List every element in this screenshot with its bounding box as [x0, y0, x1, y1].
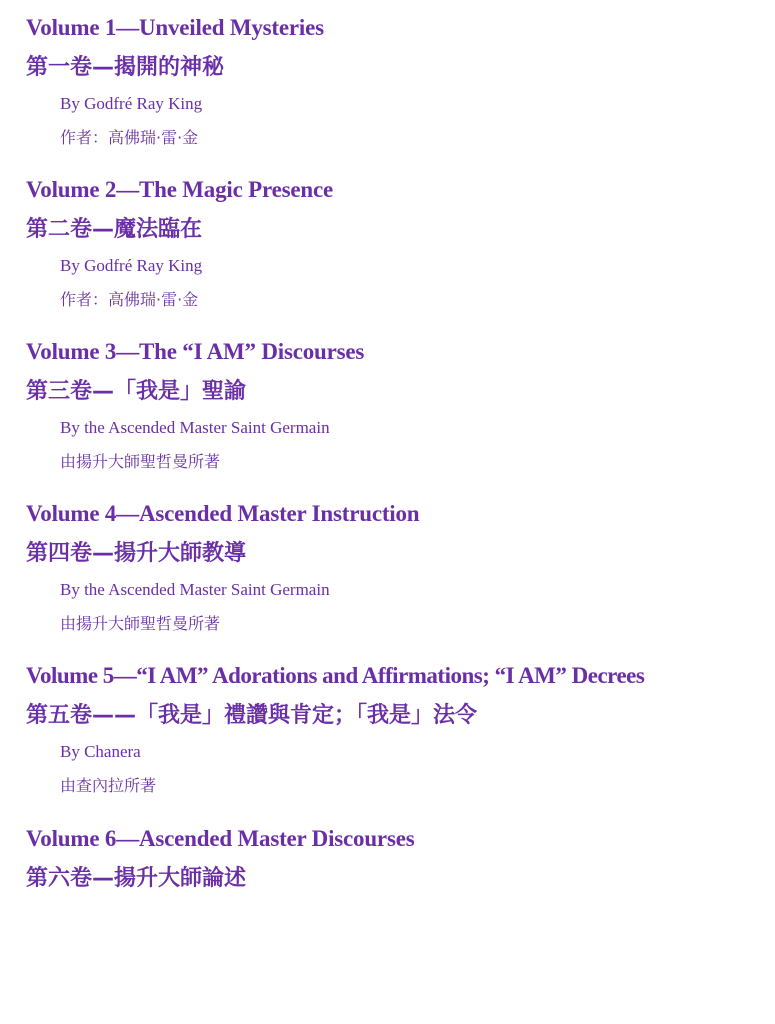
- volume-title-zh: 第二卷—魔法臨在: [26, 217, 203, 242]
- volume-entry-1: [26, 14, 771, 149]
- volume-title-en: Volume 6—Ascended Master Discourses: [26, 826, 415, 851]
- volume-entry-4: [26, 500, 771, 635]
- volume-title-en: Volume 5—“I AM” Adorations and Affirmations; “I AM” Decrees: [26, 663, 645, 688]
- volume-title-zh: 第五卷——「我是」禮讚與肯定；「我是」法令: [26, 703, 478, 728]
- volume-author-zh: 由揚升大師聖哲曼所著: [60, 614, 221, 633]
- volume-author-en: By Godfré Ray King: [60, 94, 203, 113]
- volume-author-en: By the Ascended Master Saint Germain: [60, 418, 330, 437]
- volume-title-en: Volume 4—Ascended Master Instruction: [26, 501, 420, 526]
- volume-author-en: By the Ascended Master Saint Germain: [60, 580, 330, 599]
- volume-title-en: Volume 1—Unveiled Mysteries: [26, 15, 324, 40]
- volume-title-en: Volume 3—The “I AM” Discourses: [26, 339, 365, 364]
- volume-author-zh: 作者：高佛瑞·雷·金: [60, 128, 199, 147]
- volume-title-zh: 第六卷—揚升大師論述: [26, 866, 247, 891]
- volume-author-zh: 由揚升大師聖哲曼所著: [60, 452, 221, 471]
- volume-entry-2: [26, 176, 771, 311]
- volume-author-en: By Godfré Ray King: [60, 256, 203, 275]
- volume-title-zh: 第四卷—揚升大師教導: [26, 541, 247, 566]
- volume-author-zh: 由查內拉所著: [60, 776, 157, 795]
- volume-title-en: Volume 2—The Magic Presence: [26, 177, 333, 202]
- volume-entry-5: [26, 662, 771, 797]
- volume-title-zh: 第一卷—揭開的神秘: [26, 55, 225, 80]
- volume-author-zh: 作者：高佛瑞·雷·金: [60, 290, 199, 309]
- volume-entry-3: [26, 338, 771, 473]
- volume-entry-6: [26, 825, 771, 893]
- volume-title-zh: 第三卷—「我是」聖諭: [26, 379, 247, 404]
- volume-author-en: By Chanera: [60, 742, 141, 761]
